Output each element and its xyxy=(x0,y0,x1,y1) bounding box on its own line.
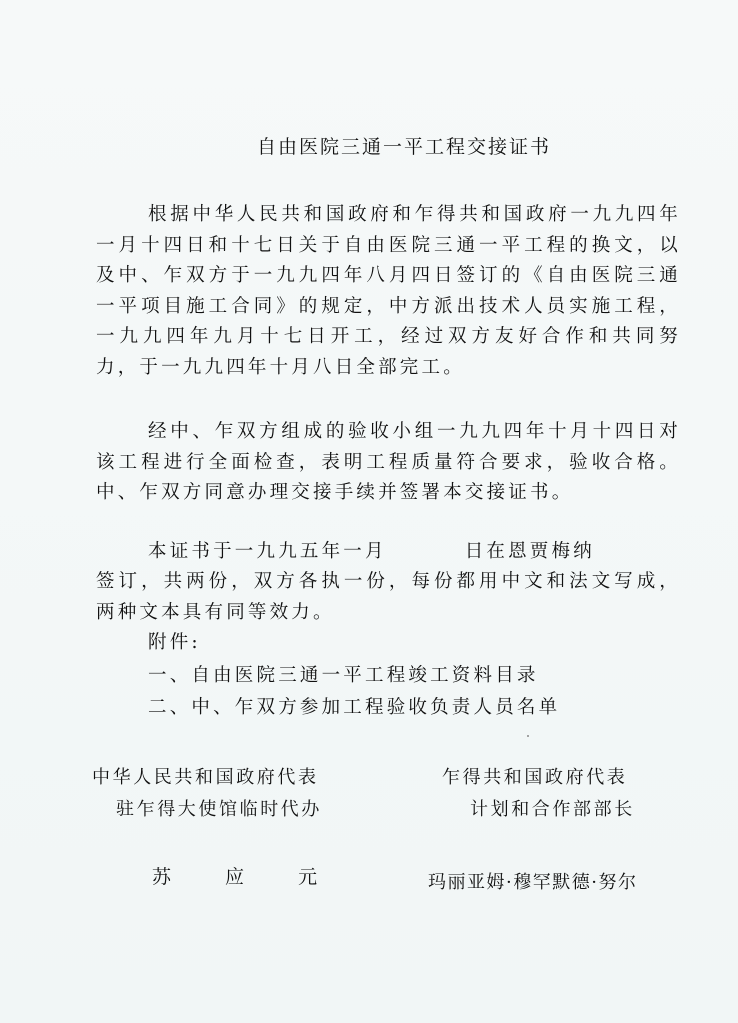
attachment-label: 附件: xyxy=(148,632,201,653)
china-representative-position: 驻乍得大使馆临时代办 xyxy=(116,799,322,820)
chad-representative-name: 玛丽亚姆·穆罕默德·努尔 xyxy=(428,872,638,893)
chad-representative-title: 乍得共和国政府代表 xyxy=(442,767,628,788)
attachment-item-2: 二、中、乍双方参加工程验收负责人员名单 xyxy=(148,697,561,718)
paragraph-1: 根据中华人民共和国政府和乍得共和国政府一九九四年一月十四日和十七日关于自由医院三通一平工程的换文，以及中、乍双方于一九九四年八月四日签订的《自由医院三通一平项目施工合同》的规定，中方派出技术人员实施工程，一九九四年九月十七日开工，经过双方友好合作和共同努力，于一九九四年十月八日全部完工。 xyxy=(96,204,681,378)
paragraph-3-part-2: 日在恩贾梅纳 xyxy=(464,541,595,562)
chad-representative-position: 计划和合作部部长 xyxy=(470,799,635,820)
china-representative-name: 苏 应 元 xyxy=(152,866,342,888)
paragraph-2: 经中、乍双方组成的验收小组一九九四年十月十四日对该工程进行全面检查，表明工程质量符合要求，验收合格。中、乍双方同意办理交接手续并签署本交接证书。 xyxy=(96,421,681,503)
paragraph-3-rest: 签订，共两份，双方各执一份，每份都用中文和法文写成，两种文本具有同等效力。 xyxy=(96,571,681,623)
paragraph-3-part-1: 本证书于一九九五年一月 xyxy=(148,541,387,562)
paragraph-3-first-line xyxy=(148,537,595,563)
attachment-item-1: 一、自由医院三通一平工程竣工资料目录 xyxy=(148,665,539,686)
paper-speck xyxy=(527,735,529,737)
document-title: 自由医院三通一平工程交接证书 xyxy=(256,136,551,158)
china-representative-title: 中华人民共和国政府代表 xyxy=(92,767,319,788)
